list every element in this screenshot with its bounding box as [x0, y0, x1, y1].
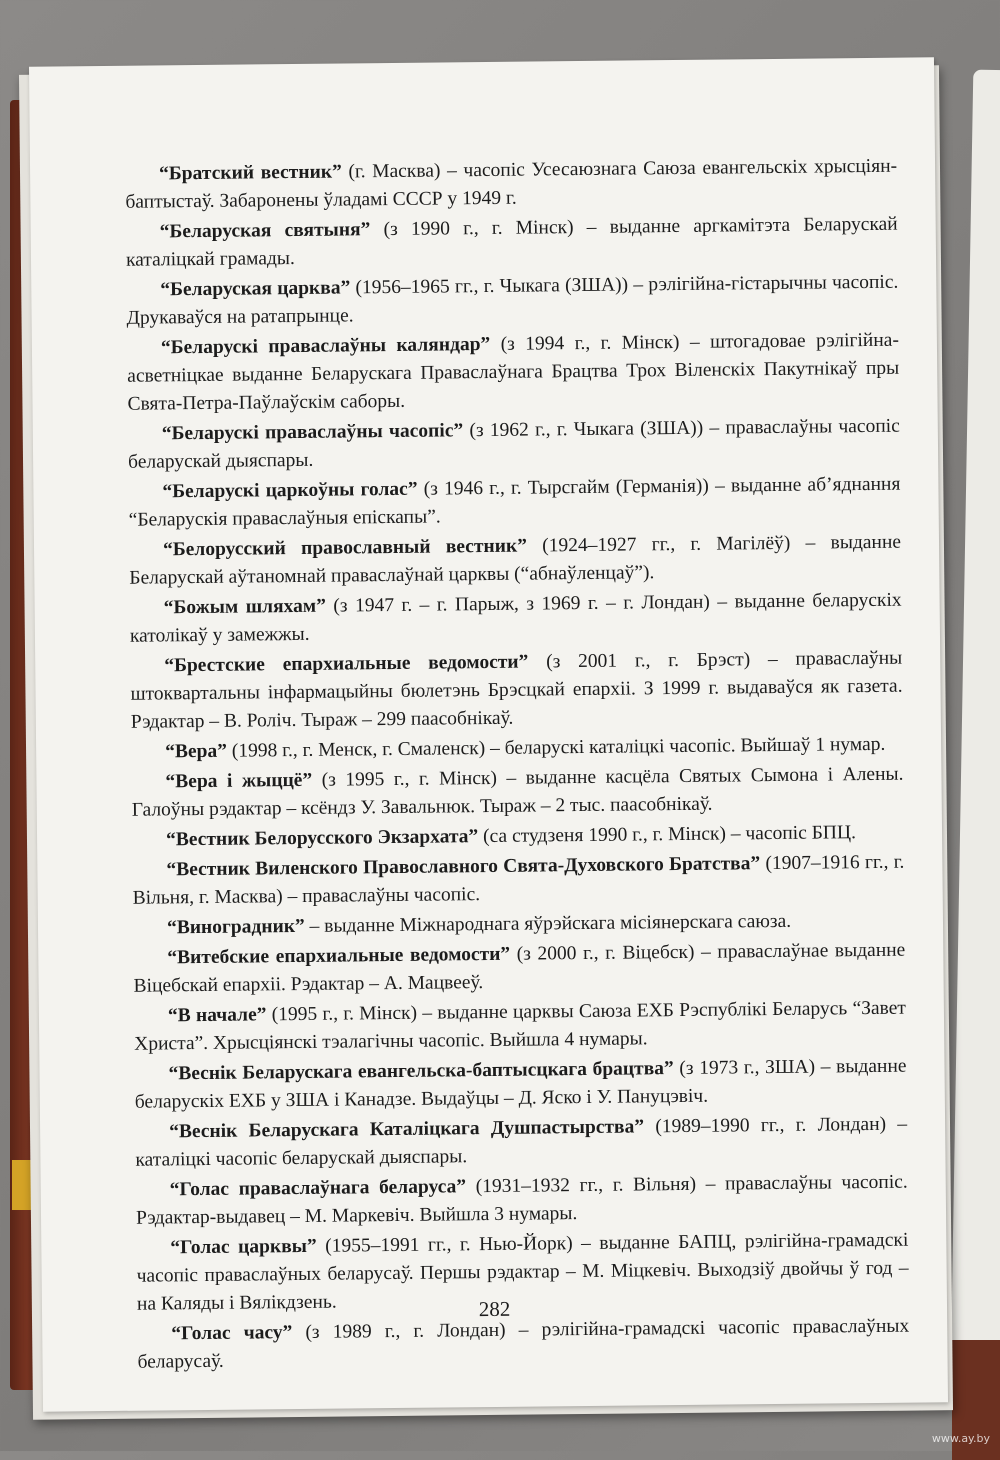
- entry: [126, 269, 899, 333]
- entry: [134, 1053, 907, 1117]
- entry-list: [125, 153, 910, 1379]
- page-number: 282: [478, 1296, 511, 1322]
- entry: [133, 937, 906, 1001]
- entry-title: “Брестские епархиальные ведомости”: [164, 651, 529, 677]
- entry: [128, 413, 901, 477]
- entry-text: – выданне Міжнароднага яўрэйскага місіянерскага саюза.: [304, 910, 792, 937]
- entry-text: (1907–1916 гг., г. Вільня, г. Масква) – праваслаўны часопіс.: [132, 851, 905, 909]
- entry-title: “Беларуская святыня”: [159, 219, 371, 243]
- entry-title: “Вера”: [165, 740, 228, 763]
- entry-title: “Голас праваслаўнага беларуса”: [169, 1176, 467, 1201]
- entry-text: (з 1973 г., ЗША) – выданне беларускіх ЕХБ у ЗША і Канадзе. Выдаўцы – Д. Яско і У. Пануцэвіч.: [134, 1055, 907, 1113]
- entry: [136, 1169, 909, 1233]
- entry-text: (1924–1927 гг., г. Магілёў) – выданне Беларускай аўтаномнай праваслаўнай царквы (“абнаўленцаў”).: [129, 531, 902, 589]
- entry-text: (1998 г., г. Менск, г. Смаленск) – беларускі каталіцкі часопіс. Выйшаў 1 нумар.: [226, 733, 886, 762]
- entry: [129, 529, 902, 593]
- entry-text: (з 2000 г., г. Віцебск) – праваслаўнае выданне Віцебскай епархіі. Рэдактар – А. Мацвееў.: [133, 939, 906, 997]
- entry: [127, 327, 900, 419]
- entry-title: “Вестник Виленского Православного Свята-Духовского Братства”: [166, 853, 761, 881]
- entry: [131, 761, 904, 825]
- entry-text: (з 1994 г., г. Мінск) – штогадовае рэлігійна-асветніцкае выданне Беларускага Праваслаўнага Брацтва Трох Віленскіх Пакутнікаў пры Свята-Петра-Паўлаўскім саборы.: [127, 329, 900, 415]
- entry-title: “Белорусский православный вестник”: [162, 535, 528, 561]
- entry: [130, 645, 903, 737]
- entry-title: “Братский вестник”: [159, 161, 342, 185]
- entry-title: “Беларускі царкоўны голас”: [162, 478, 418, 503]
- entry-text: (з 1990 г., г. Мінск) – выданне аргкамітэта Беларускай каталіцкай грамады.: [125, 213, 898, 271]
- entry-title: “Витебские епархиальные ведомости”: [167, 943, 511, 969]
- entry-title: “Виноградник”: [166, 915, 305, 939]
- entry: [128, 471, 901, 535]
- entry-text: (з 1962 г., г. Чыкага (ЗША)) – праваслаўны часопіс беларускай дыяспары.: [128, 415, 900, 473]
- facing-page-edge: [951, 70, 1000, 1371]
- entry: [132, 849, 905, 913]
- entry-title: “Голас часу”: [171, 1322, 293, 1345]
- entry-text: (1955–1991 гг., г. Нью-Йорк) – выданне БАПЦ, рэлігійна-грамадскі часопіс праваслаўных беларусаў. Першы рэдактар – М. Міцкевіч. Выходзіў двойчы ў год – на Каляды і Вялікдзень.: [136, 1229, 909, 1315]
- entry-title: “В начале”: [167, 1004, 267, 1027]
- entry-text: (1956–1965 гг., г. Чыкага (ЗША)) – рэлігійна-гістарычны часопіс. Друкаваўся на ратапрынце.: [126, 271, 899, 329]
- entry-text: (г. Масква) – часопіс Усесаюзнага Саюза евангельскіх хрысціян-баптыстаў. Забаронены ўладамі СССР у 1949 г.: [125, 155, 898, 213]
- entry-text: (1995 г., г. Мінск) – выданне царквы Саюза ЕХБ Рэспублікі Беларусь “Завет Христа”. Хрысціянскі тэалагічны часопіс. Выйшла 4 нумары.: [134, 997, 906, 1055]
- entry: [134, 995, 907, 1059]
- entry: [126, 211, 899, 275]
- entry-text: (з 1989 г., г. Лондан) – рэлігійна-грамадскі часопіс праваслаўных беларусаў.: [137, 1315, 910, 1373]
- entry-text: (з 1995 г., г. Мінск) – выданне касцёла Святых Сымона і Алены. Галоўны рэдактар – ксёндз У. Завальнюк. Тыраж – 2 тыс. паасобнікаў.: [131, 763, 904, 821]
- entry-text: (1931–1932 гг., г. Вільня) – праваслаўны часопіс. Рэдактар-выдавец – М. Маркевіч. Выйшла 3 нумары.: [135, 1171, 908, 1229]
- entry-text: (з 1947 г. – г. Парыж, з 1969 г. – г. Лондан) – выданне беларускіх католікаў у замежжы.: [129, 589, 902, 647]
- entry-text: (1989–1990 гг., г. Лондан) – каталіцкі часопіс беларускай дыяспары.: [135, 1113, 908, 1171]
- entry-title: “Беларуская царква”: [160, 277, 351, 301]
- entry: [125, 153, 898, 217]
- entry: [135, 1111, 908, 1175]
- entry-text: (з 2001 г., г. Брэст) – праваслаўны штоквартальны інфармацыйны бюлетэнь Брэсцкай епархіі. З 1999 г. выдаваўся як газета. Рэдактар – В. Роліч. Тыраж – 299 паасобнікаў.: [130, 647, 903, 733]
- entry-title: “Вера і жыццё”: [165, 769, 313, 793]
- entry-title: “Божым шляхам”: [163, 595, 327, 619]
- entry-title: “Веснік Беларускага евангельска-баптысцкага брацтва”: [168, 1058, 674, 1085]
- entry-title: “Вестник Белорусского Экзархата”: [165, 826, 479, 851]
- entry-title: “Голас царквы”: [170, 1235, 317, 1259]
- entry: [130, 587, 903, 651]
- entry-title: “Веснік Беларускага Каталіцкага Душпастырства”: [169, 1116, 645, 1143]
- entry-title: “Беларускі праваслаўны часопіс”: [161, 420, 464, 445]
- watermark: www.ay.by: [931, 1432, 990, 1445]
- entry-text: (са студзеня 1990 г., г. Мінск) – часопіс БПЦ.: [478, 822, 857, 848]
- entry-title: “Беларускі праваслаўны каляндар”: [160, 333, 491, 359]
- book-page: [29, 57, 948, 1411]
- entry-text: (з 1946 г., г. Тырсгайм (Германія)) – выданне аб’яднання “Беларускія праваслаўныя епіскапы”.: [128, 473, 901, 531]
